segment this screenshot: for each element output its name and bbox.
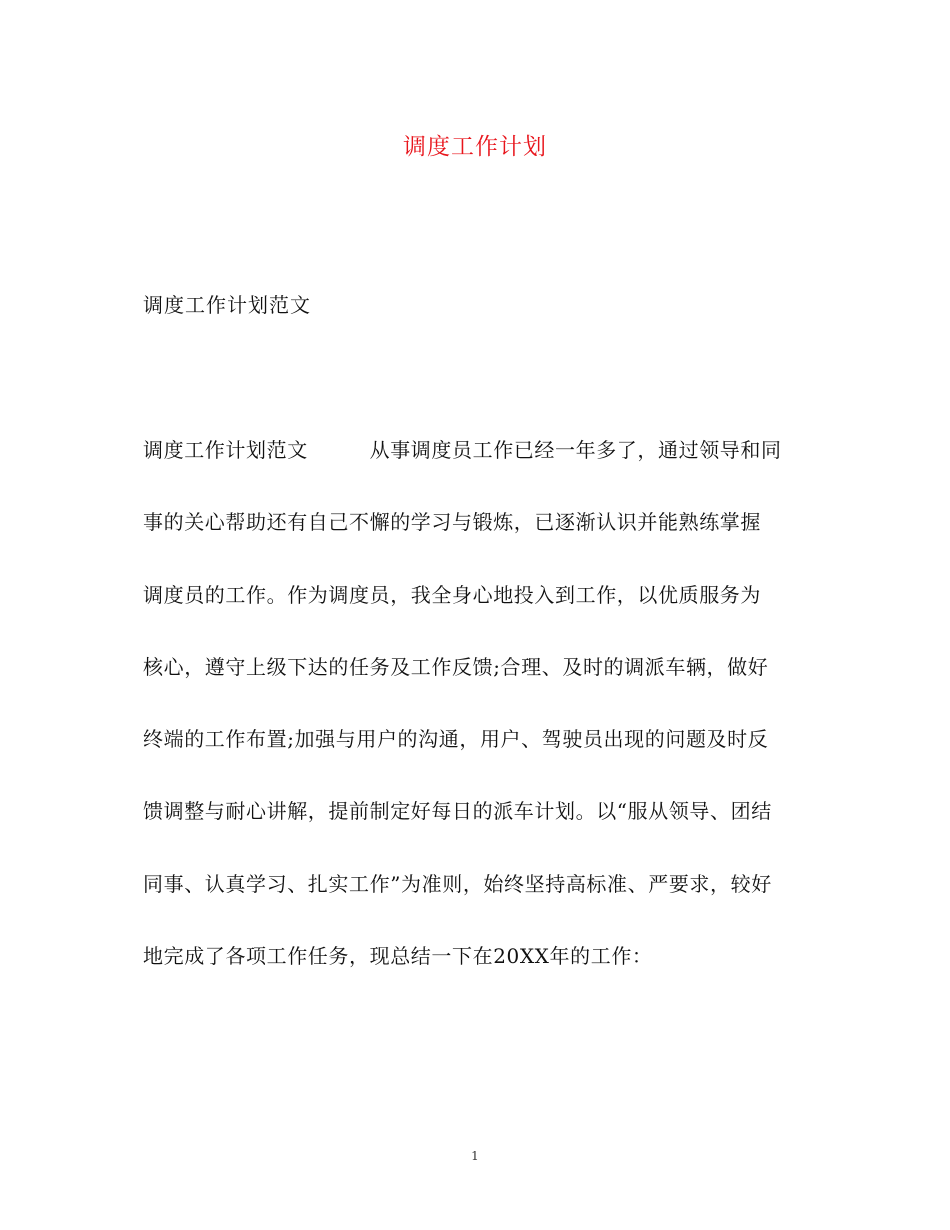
- body-line: 同事、认真学习、扎实工作”为准则，始终坚持高标准、严要求，较好: [143, 871, 772, 896]
- body-line: 终端的工作布置;加强与用户的沟通，用户、驾驶员出现的问题及时反: [143, 727, 769, 752]
- body-line: 核心，遵守上级下达的任务及工作反馈;合理、及时的调派车辆，做好: [143, 654, 769, 679]
- page-number: 1: [471, 1149, 479, 1163]
- body-line: 事的关心帮助还有自己不懈的学习与锻炼，已逐渐认识并能熟练掌握: [143, 510, 761, 535]
- body-line: 调度员的工作。作为调度员，我全身心地投入到工作，以优质服务为: [143, 582, 761, 607]
- body-paragraph: [143, 432, 803, 1010]
- body-line: 地完成了各项工作任务，现总结一下在20XX年的工作：: [143, 944, 653, 969]
- body-line: 馈调整与耐心讲解，提前制定好每日的派车计划。以“服从领导、团结: [143, 799, 772, 824]
- document-subtitle: 调度工作计划范文: [143, 293, 311, 317]
- body-line: 调度工作计划范文 从事调度员工作已经一年多了，通过领导和同: [143, 438, 782, 462]
- document-title: 调度工作计划: [403, 134, 547, 160]
